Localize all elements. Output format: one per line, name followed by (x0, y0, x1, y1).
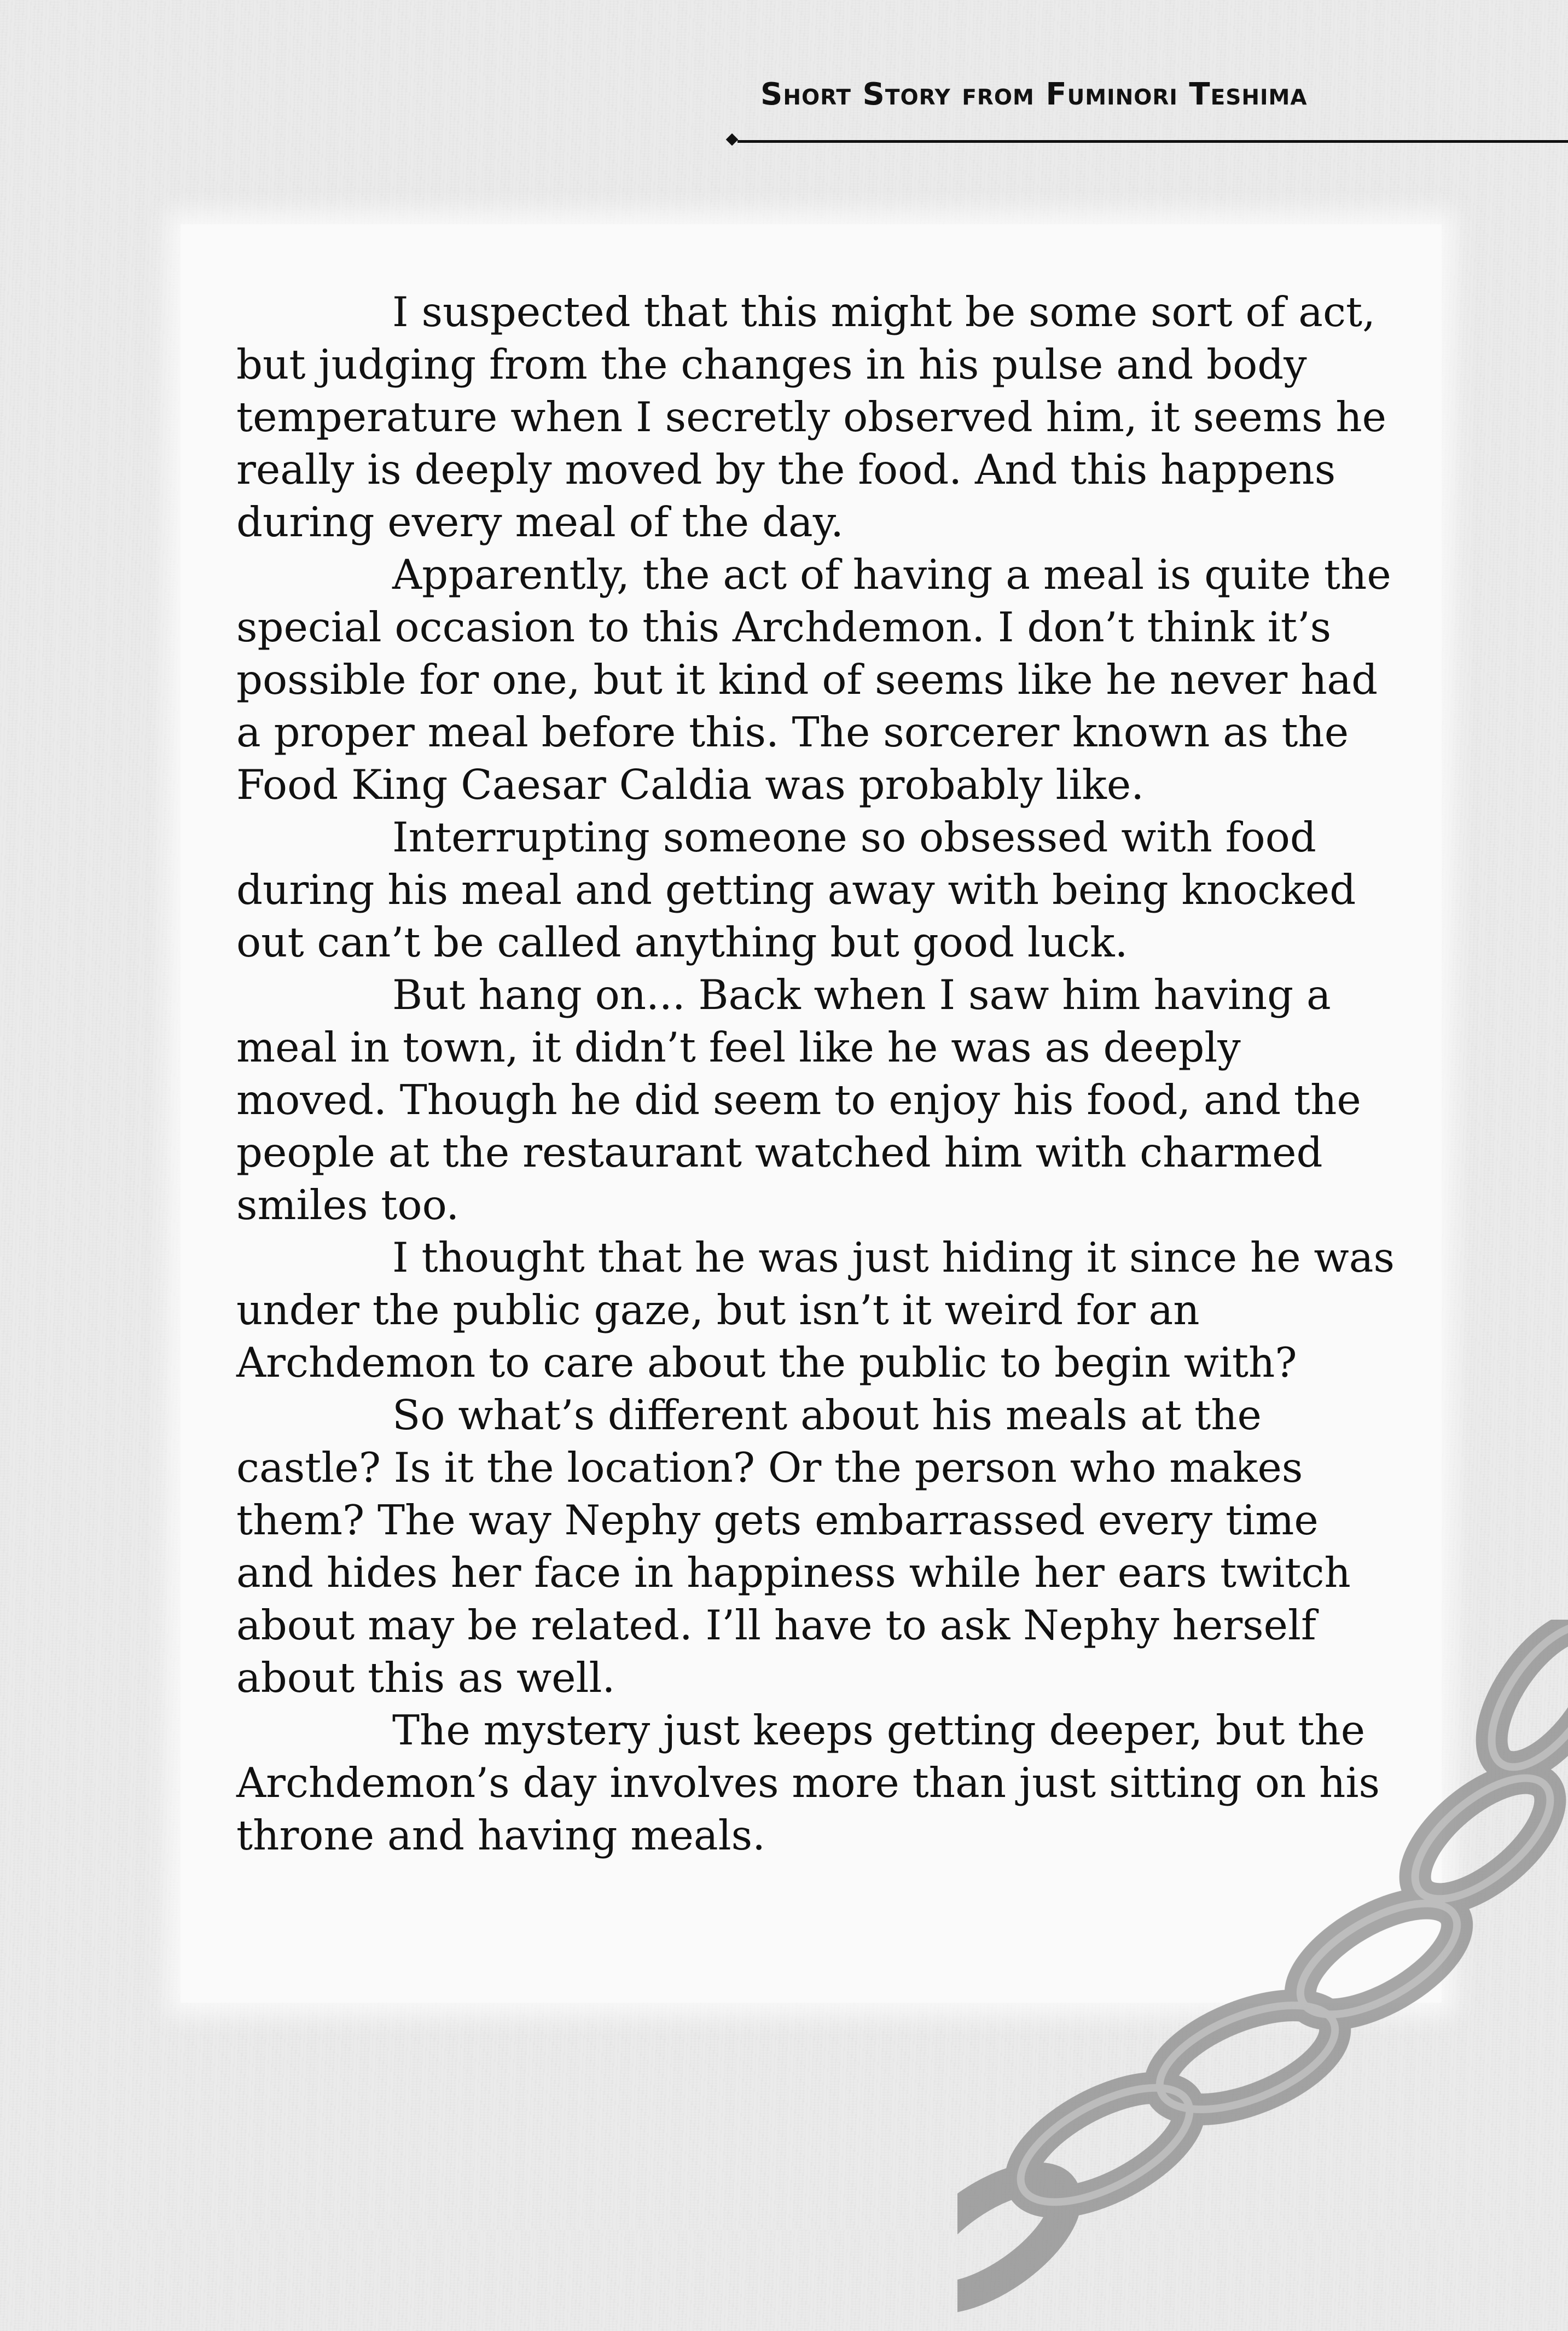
story-paragraph-1: I suspected that this might be some sort of act, but judging from the changes in his pulse and body temperature when I secretly observed him, it seems he really is deeply moved by the food. And this happens during every meal of the day. (236, 288, 1387, 546)
text-panel (181, 224, 1442, 2003)
story-paragraph-2: Apparently, the act of having a meal is quite the special occasion to this Archdemon. I don’t think it’s possible for one, but it kind of seems like he never had a proper meal before this. The sorcerer known as the Food King Caesar Caldia was probably like. (236, 550, 1391, 809)
header-title: Short Story from Fuminori Teshima (760, 77, 1308, 112)
chain-link (1470, 1620, 1568, 1785)
page-header (715, 77, 1568, 148)
header-ornament (726, 134, 739, 146)
story-paragraph-6: So what’s different about his meals at the castle? Is it the location? Or the person who makes them? The way Nephy gets embarrassed every time and hides her face in happiness while her ears twitch about may be related. I’ll have to ask Nephy herself about this as well. (236, 1391, 1351, 1702)
chain-highlight (1003, 2065, 1207, 2225)
story-paragraph-4: But hang on... Back when I saw him having a meal in town, it didn’t feel like he was as deeply moved. Though he did seem to enjoy his food, and the people at the restaurant watched him with charmed smiles too. (236, 971, 1361, 1229)
header-rule (737, 140, 1568, 143)
story-body (236, 286, 1396, 1862)
chain-highlight (1470, 1620, 1568, 1785)
chain-link (1003, 2065, 1207, 2225)
chain-link (957, 2155, 1084, 2321)
story-paragraph-3: Interrupting someone so obsessed with food during his meal and getting away with being knocked out can’t be called anything but good luck. (236, 813, 1356, 966)
story-paragraph-5: I thought that he was just hiding it since he was under the public gaze, but isn’t it weird for an Archdemon to care about the public to begin with? (236, 1233, 1395, 1387)
chain-link (1146, 1984, 1349, 2131)
chain-highlight (1146, 1984, 1349, 2131)
story-paragraph-7: The mystery just keeps getting deeper, but the Archdemon’s day involves more than just sitting on his throne and having meals. (236, 1706, 1380, 1859)
